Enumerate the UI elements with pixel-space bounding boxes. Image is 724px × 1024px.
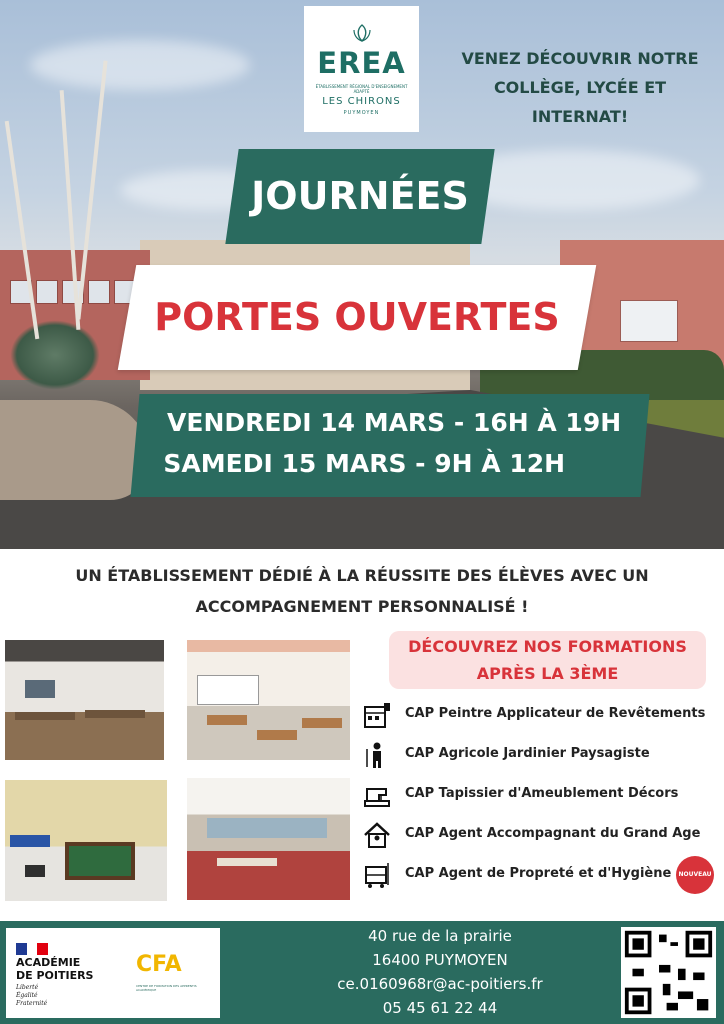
email[interactable]: ce.0160968r@ac-poitiers.fr (337, 975, 543, 993)
date-line-2: SAMEDI 15 MARS - 9H À 12H (163, 449, 566, 478)
course-item (362, 779, 712, 811)
partner-logos (6, 928, 220, 1018)
leaf-icon (352, 24, 372, 42)
banner-dates (130, 394, 649, 497)
cleaning-cart-icon (362, 861, 392, 889)
qr-code-icon (621, 927, 716, 1018)
building-painter-icon (362, 701, 392, 729)
mission-statement: UN ÉTABLISSEMENT DÉDIÉ À LA RÉUSSITE DES ÉLÈVES AVEC UN ACCOMPAGNEMENT PERSONNALISÉ ! (75, 566, 649, 616)
course-item (362, 859, 712, 891)
banner-journees (225, 149, 494, 244)
sewing-machine-icon (362, 781, 392, 809)
city: 16400 PUYMOYEN (372, 951, 508, 969)
course-item (362, 739, 712, 771)
phone[interactable]: 05 45 61 22 44 (382, 999, 498, 1017)
logo-city: PUYMOYEN (343, 110, 380, 116)
motto-liberte: Liberté (16, 984, 39, 991)
course-label: CAP Tapissier d'Ameublement Décors (405, 786, 679, 801)
logo-name: EREA (317, 46, 406, 80)
banner-portes-text: PORTES OUVERTES (154, 295, 560, 339)
home-care-icon (362, 821, 392, 849)
course-label: CAP Agricole Jardinier Paysagiste (405, 746, 650, 761)
academy-line-1: ACADÉMIE (16, 956, 81, 969)
motto-egalite: Égalité (16, 992, 38, 999)
photo-dining-hall (187, 778, 350, 900)
motto-fraternite: Fraternité (16, 1000, 48, 1007)
academy-line-2: DE POITIERS (16, 969, 94, 982)
qr-code[interactable] (621, 927, 716, 1018)
formations-title: DÉCOUVREZ NOS FORMATIONS APRÈS LA 3ÈME (408, 637, 687, 683)
nouveau-badge: NOUVEAU (676, 856, 714, 894)
cfa-subtitle: CENTRE DE FORMATION DES APPRENTIS ACADÉMIQUE (136, 984, 197, 992)
banner-portes-ouvertes (118, 265, 597, 370)
gardener-icon (362, 741, 392, 769)
tagline: VENEZ DÉCOUVRIR NOTRE COLLÈGE, LYCÉE ET INTERNAT! (461, 49, 699, 126)
republic-motto (16, 984, 47, 1008)
course-label: CAP Agent Accompagnant du Grand Age (405, 826, 701, 841)
academy-logo (16, 956, 93, 982)
logo-subtitle: ÉTABLISSEMENT RÉGIONAL D'ENSEIGNEMENT ADAPTÉ (315, 84, 408, 94)
logo-site: LES CHIRONS (322, 96, 401, 107)
french-flag-icon (16, 940, 48, 952)
contact-block (320, 924, 560, 1020)
photo-covered-terrace (5, 640, 164, 760)
photo-classroom (187, 640, 350, 760)
address: 40 rue de la prairie (368, 927, 512, 945)
course-item (362, 699, 712, 731)
date-line-1: VENDREDI 14 MARS - 16H À 19H (167, 408, 622, 437)
cfa-logo: CFA (136, 952, 182, 977)
course-label: CAP Agent de Propreté et d'Hygiène (405, 866, 672, 881)
photo-common-room (5, 780, 167, 901)
erea-logo (304, 6, 419, 132)
banner-journees-text: JOURNÉES (251, 174, 469, 218)
course-label: CAP Peintre Applicateur de Revêtements (405, 706, 706, 721)
course-item (362, 819, 712, 851)
